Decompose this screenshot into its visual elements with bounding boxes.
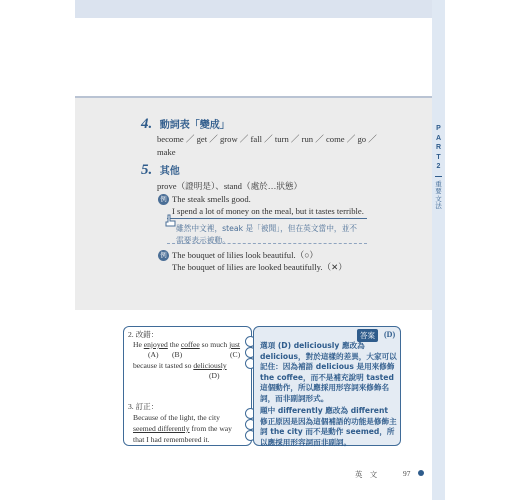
answer-badge: 答案 xyxy=(357,329,378,342)
question-3-line: that I had remembered it. xyxy=(133,435,210,444)
prove-stand-line: prove（證明是）、stand（處於…狀態） xyxy=(157,181,303,191)
side-strip xyxy=(432,0,445,500)
part-letter: R xyxy=(435,144,442,151)
option-b-word: coffee xyxy=(180,340,200,349)
section-5-heading xyxy=(141,161,180,179)
sentence-text: so much xyxy=(199,340,230,349)
header-band xyxy=(75,0,432,18)
option-a-word: enjoyed xyxy=(143,340,168,349)
question-3-line: Because of the light, the city xyxy=(133,413,220,422)
question-2-sentence-2 xyxy=(133,361,227,371)
part-letter: P xyxy=(436,125,441,132)
section-number: 5. xyxy=(141,162,153,178)
option-c-marker: (C) xyxy=(230,350,241,359)
question-3-line xyxy=(133,424,232,434)
answer-explanation-1: 選項 (D) deliciously 應改為 delicious，對於這樣的差異，大家可以記住：因為補語 delicious 是用來修飾 the coffee，而不是補充說明 tasted 這個動作，所以應採用形容詞來修飾名詞，而非副詞形式。 xyxy=(260,341,397,403)
part-tab xyxy=(432,124,445,211)
note-top-rule xyxy=(167,218,367,219)
part-letter: A xyxy=(435,134,442,142)
part-divider xyxy=(435,176,442,177)
part-name-4: 法 xyxy=(435,203,442,210)
example-badge: 例 xyxy=(158,250,169,261)
part-name-3: 文 xyxy=(435,195,442,203)
question-2-label: 2. 改錯： xyxy=(128,330,159,339)
error-phrase: seemed differently xyxy=(133,424,190,433)
section-number: 4. xyxy=(141,116,153,132)
note-text: 雖然中文裡，steak 是「被聞」，但在英文當中，並不需要表示被動。 xyxy=(176,224,357,245)
option-b-marker: (B) xyxy=(172,350,183,359)
example-badge: 例 xyxy=(158,194,169,205)
answer-explanation-2: 題中 differently 應改為 different 修正原因是因為這個補語的功能是修飾主詞 the city 而不是動作 seemed，所以應採用形容詞而非副詞。 xyxy=(260,406,397,447)
grammar-panel xyxy=(75,96,432,310)
option-a-marker: (A) xyxy=(148,350,159,359)
panel-top-rule xyxy=(75,96,432,98)
part-number: 2 xyxy=(436,163,441,170)
answer-letter: (D) xyxy=(384,330,396,339)
part-name-1: 重 xyxy=(435,180,442,188)
sentence-text: because it tasted so xyxy=(133,361,194,370)
page-number: 97 xyxy=(403,469,411,478)
page-marker-icon xyxy=(418,470,424,476)
sentence-text: the xyxy=(167,340,181,349)
footer-subject: 英 文 xyxy=(355,470,378,479)
option-d-marker: (D) xyxy=(209,371,220,380)
sentence-text: He xyxy=(133,340,144,349)
question-3-label: 3. 訂正： xyxy=(128,402,159,411)
example-sentence: I spend a lot of money on the meal, but it tastes terrible. xyxy=(172,206,364,216)
section-title: 其他 xyxy=(159,166,180,177)
example-sentence: The steak smells good. xyxy=(172,194,251,204)
question-2-sentence xyxy=(133,340,240,350)
note-bottom-rule xyxy=(167,243,367,245)
section-title: 動詞表「變成」 xyxy=(159,120,230,131)
section-4-heading xyxy=(141,115,230,133)
verbs-list: become ／ get ／ grow ／ fall ／ turn ／ run ／ come ／ go ／ make xyxy=(157,134,377,157)
example-sentence: The bouquet of lilies look beautiful.（○） xyxy=(172,250,319,260)
sentence-text: from the way xyxy=(189,424,232,433)
answer-box xyxy=(253,326,401,446)
part-letter: T xyxy=(436,153,441,161)
part-name-2: 要 xyxy=(435,188,442,195)
question-box xyxy=(123,326,252,446)
option-d-word: deliciously xyxy=(193,361,227,370)
example-sentence: The bouquet of lilies are looked beautifully.（✕） xyxy=(172,262,347,272)
option-c-word: just xyxy=(229,340,241,349)
